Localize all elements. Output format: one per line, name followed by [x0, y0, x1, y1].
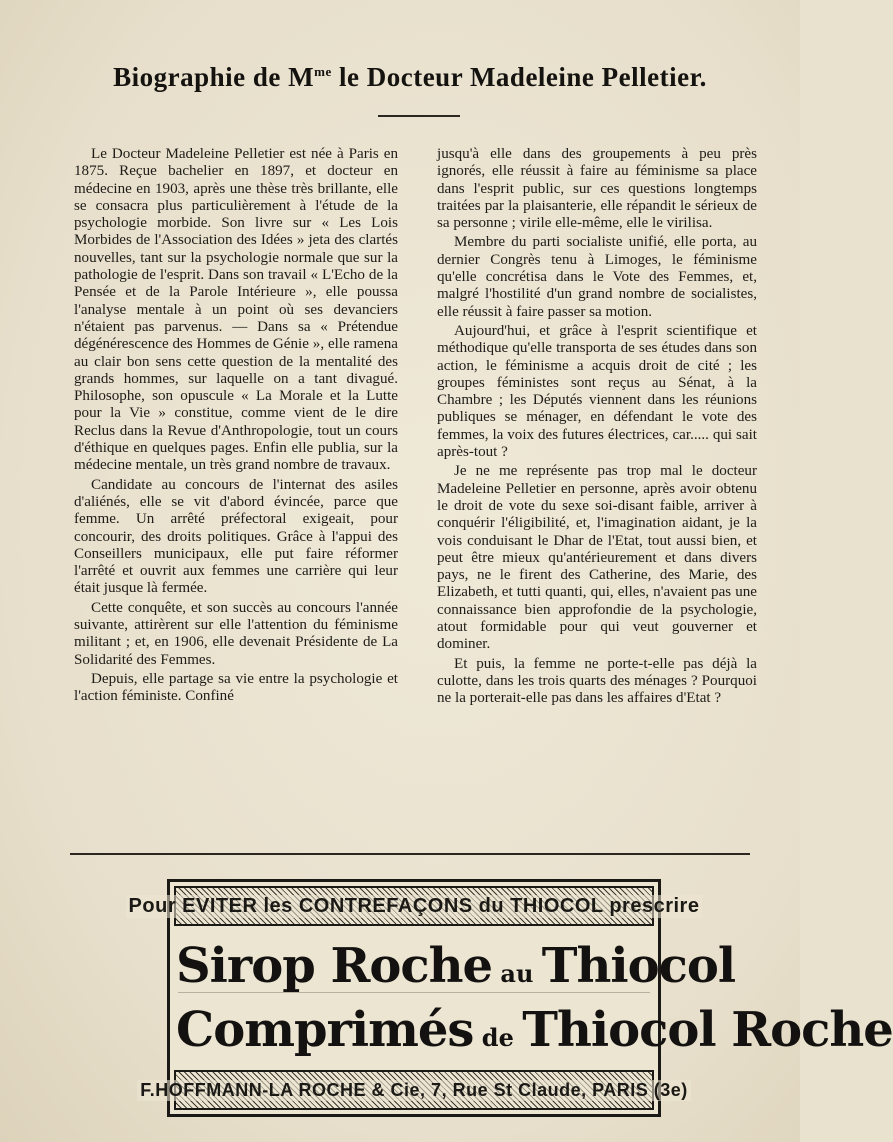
- ad-headline-tablets: Comprimés de Thiocol Roche: [176, 1002, 893, 1058]
- ad-top-banner-text: Pour EVITER les CONTREFAÇONS du THIOCOL prescrire: [126, 895, 703, 918]
- ad-separator: [178, 992, 650, 993]
- paragraph: Aujourd'hui, et grâce à l'esprit scientifique et méthodique qu'elle transporta de ses études dans son action, le féminisme a acquis droit de cité ; les groupes féministes sont reçus au Sénat, à la Chambre ; les Députés viennent dans les réunions publiques se ménager, en défendant le vote des femmes, la voix des futures électrices, car..... qui sait après-tout ?: [437, 322, 757, 461]
- left-column: [74, 146, 398, 708]
- ad-bottom-banner: [140, 1070, 688, 1110]
- paragraph: Membre du parti socialiste unifié, elle porta, au dernier Congrès tenu à Limoges, le féminisme qu'elle concrétisa dans le Vote des Femmes, et, malgré l'hostilité d'un grand nombre de socialistes, elle réussit à faire passer sa motion.: [437, 234, 757, 320]
- paragraph: Et puis, la femme ne porte-t-elle pas déjà la culotte, dans les trois quarts des ménages ? Pourquoi ne la porterait-elle pas dans les affaires d'Etat ?: [437, 655, 757, 707]
- section-divider: [70, 853, 750, 855]
- paragraph: Candidate au concours de l'internat des asiles d'aliénés, elle se vit d'abord évincée, parce que femme. Un arrêté préfectoral exigeait, pour concourir, des droits politiques. Grâce à l'appui des Conseillers municipaux, elle put faire réformer l'arrêté et ouvrit aux femmes une carrière qui leur était jusque là fermée.: [74, 476, 398, 597]
- title-rule: [378, 115, 460, 117]
- article-title: Biographie de $M^{me}$ le Docteur Madeleine Pelletier.: [113, 62, 707, 92]
- paragraph: Cette conquête, et son succès au concours l'année suivante, attirèrent sur elle l'attention du féminisme militant ; et, en 1906, elle devenait Présidente de La Solidarité des Femmes.: [74, 599, 398, 668]
- paragraph: jusqu'à elle dans des groupements à peu près ignorés, elle réussit à faire au féminisme sa place dans l'esprit public, sur ces questions longtemps traitées par la plaisanterie, elle répandit le sérieux de sa personne ; virile elle-même, elle le virilisa.: [437, 146, 757, 232]
- paragraph: Le Docteur Madeleine Pelletier est née à Paris en 1875. Reçue bachelier en 1897, et docteur en médecine en 1903, après une thèse très brillante, elle se consacra plus particulièrement à l'étude de la psychologie morbide. Son livre sur « Les Lois Morbides de l'Association des Idées » jeta des clartés nouvelles, tant sur la psychologie normale que sur la pathologie de l'esprit. Dans son travail « L'Echo de la Pensée et de la Parole Intérieure », elle poussa l'analyse mentale à un point où ses devanciers n'étaient pas parvenus. — Dans sa « Prétendue dégénérescence des Hommes de Génie », elle ramena au clair bon sens cette question de la mentalité des grands hommes, sur laquelle on a tant divagué. Philosophe, son opuscule « La Morale et la Lutte pour la Vie » constitue, comme vient de le dire Reclus dans la Revue d'Anthropologie, tout un cours d'éthique en quelques pages. Enfin elle publia, sur la médecine mentale, un très grand nombre de travaux.: [74, 146, 398, 474]
- ad-top-banner: [128, 886, 700, 926]
- advertisement: [128, 879, 893, 1117]
- ad-headline-syrup: Sirop Roche au Thiocol: [176, 938, 736, 994]
- ad-bottom-banner-text: F.HOFFMANN-LA ROCHE & Cie, 7, Rue St Claude, PARIS (3e): [137, 1080, 691, 1101]
- paragraph: Je ne me représente pas trop mal le docteur Madeleine Pelletier en personne, après avoir obtenu le droit de vote du sexe soi-disant faible, arriver à conquérir l'éligibilité, et, l'imagination aidant, je la vois conduisant le Dhar de l'Etat, tout aussi bien, et peut être mieux qu'antérieurement et dans divers pays, ne le firent des Catherine, des Marie, des Elizabeth, et tutti quanti, qui, elles, n'avaient pas une connaissance bien approfondie de la psychologie, atout formidable pour qui veut gouverner et dominer.: [437, 463, 757, 653]
- right-column: [437, 146, 757, 710]
- paragraph: Depuis, elle partage sa vie entre la psychologie et l'action féministe. Confiné: [74, 670, 398, 705]
